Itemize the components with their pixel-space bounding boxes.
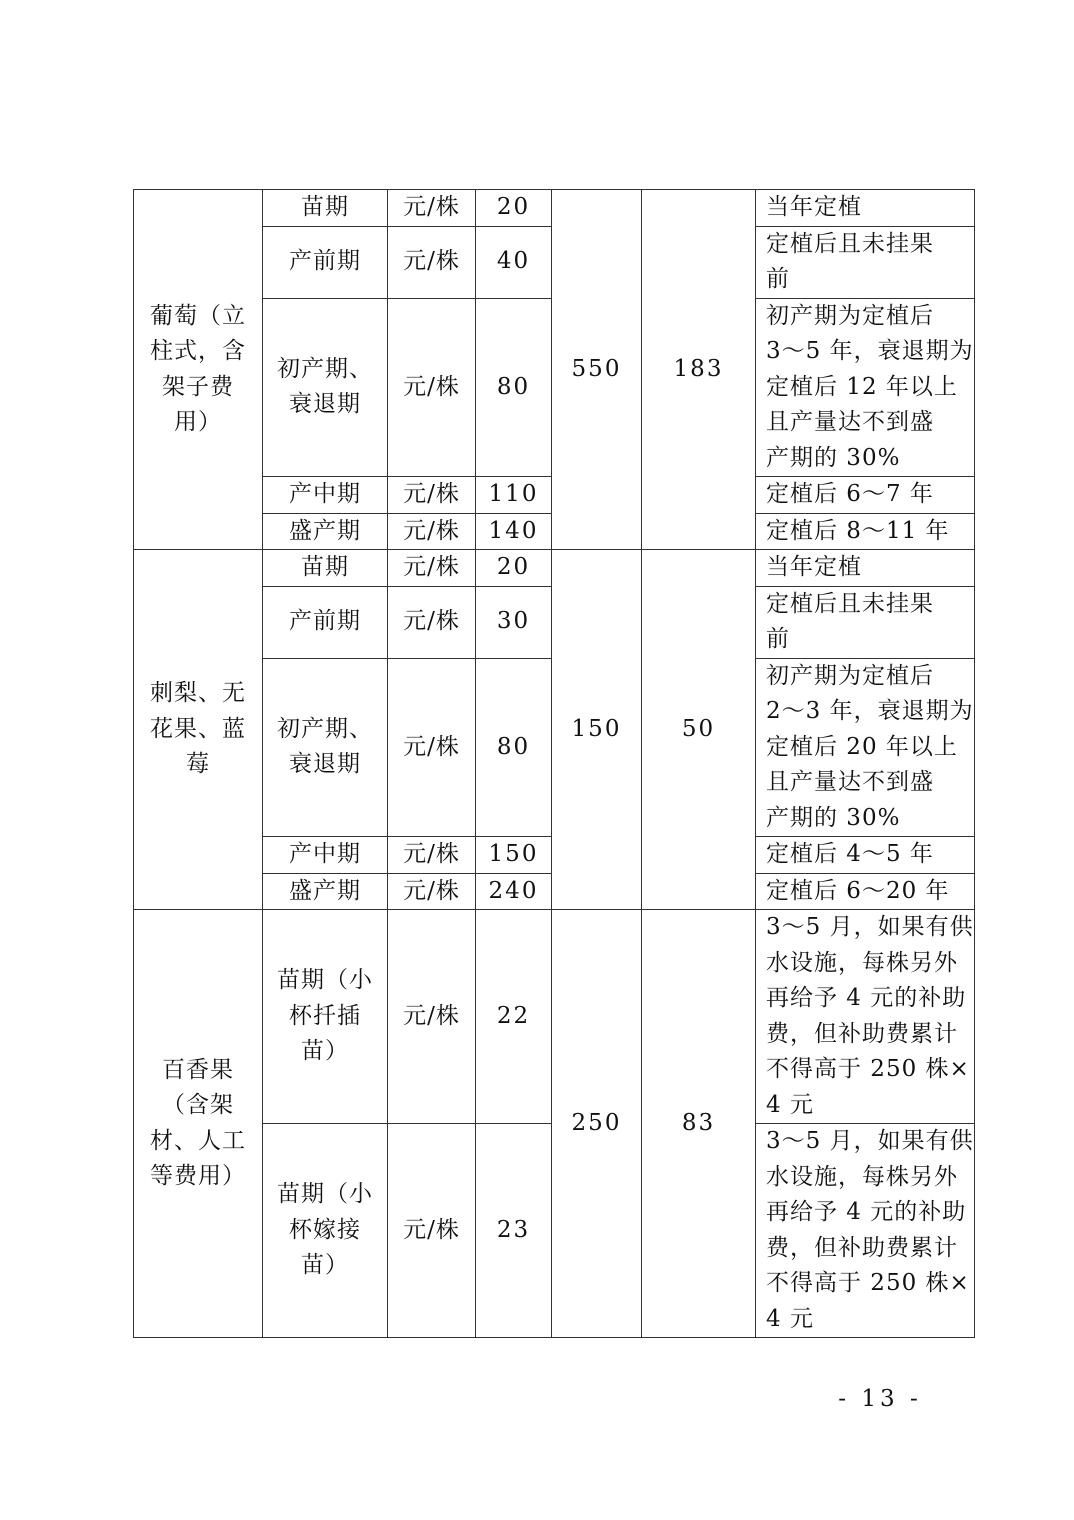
value-cell: 240 (476, 873, 552, 910)
total-cell: 550 (552, 190, 642, 550)
stage-cell: 产前期 (263, 226, 388, 298)
note-cell: 定植后 4～5 年 (756, 837, 975, 874)
unit-cell: 元/株 (388, 226, 476, 298)
value-cell: 40 (476, 226, 552, 298)
value-cell: 140 (476, 513, 552, 550)
value-cell: 80 (476, 658, 552, 837)
value-cell: 23 (476, 1124, 552, 1338)
note-cell: 定植后 6～20 年 (756, 873, 975, 910)
value-cell: 20 (476, 190, 552, 227)
per-mu-cell: 50 (642, 550, 756, 910)
crop-name: 刺梨、无 花果、蓝 莓 (134, 550, 263, 910)
note-cell: 3～5 月，如果有供 水设施，每株另外 再给予 4 元的补助 费，但补助费累计 不得高于 250 株× 4 元 (756, 910, 975, 1124)
value-cell: 150 (476, 837, 552, 874)
value-cell: 80 (476, 298, 552, 477)
stage-cell: 苗期 (263, 550, 388, 587)
total-cell: 250 (552, 910, 642, 1338)
subsidy-table (133, 189, 975, 1338)
stage-cell: 苗期（小 杯扦插 苗） (263, 910, 388, 1124)
value-cell: 30 (476, 586, 552, 658)
unit-cell: 元/株 (388, 837, 476, 874)
table-row (134, 190, 975, 227)
stage-cell: 产中期 (263, 477, 388, 514)
per-mu-cell: 183 (642, 190, 756, 550)
stage-cell: 苗期（小 杯嫁接 苗） (263, 1124, 388, 1338)
unit-cell: 元/株 (388, 298, 476, 477)
stage-cell: 苗期 (263, 190, 388, 227)
unit-cell: 元/株 (388, 1124, 476, 1338)
value-cell: 20 (476, 550, 552, 587)
stage-cell: 产前期 (263, 586, 388, 658)
note-cell: 定植后且未挂果 前 (756, 226, 975, 298)
note-cell: 3～5 月，如果有供 水设施，每株另外 再给予 4 元的补助 费，但补助费累计 不得高于 250 株× 4 元 (756, 1124, 975, 1338)
crop-name: 葡萄（立 柱式，含 架子费 用） (134, 190, 263, 550)
stage-cell: 盛产期 (263, 873, 388, 910)
note-cell: 当年定植 (756, 550, 975, 587)
stage-cell: 初产期、 衰退期 (263, 658, 388, 837)
unit-cell: 元/株 (388, 190, 476, 227)
unit-cell: 元/株 (388, 586, 476, 658)
note-cell: 定植后 6～7 年 (756, 477, 975, 514)
value-cell: 110 (476, 477, 552, 514)
note-cell: 初产期为定植后 2～3 年，衰退期为 定植后 20 年以上 且产量达不到盛 产期的 30% (756, 658, 975, 837)
page-number: - 13 - (838, 1386, 922, 1412)
stage-cell: 产中期 (263, 837, 388, 874)
unit-cell: 元/株 (388, 873, 476, 910)
note-cell: 定植后且未挂果 前 (756, 586, 975, 658)
table-row (134, 550, 975, 587)
crop-name: 百香果 （含架 材、人工 等费用） (134, 910, 263, 1338)
total-cell: 150 (552, 550, 642, 910)
note-cell: 定植后 8～11 年 (756, 513, 975, 550)
unit-cell: 元/株 (388, 658, 476, 837)
value-cell: 22 (476, 910, 552, 1124)
stage-cell: 盛产期 (263, 513, 388, 550)
unit-cell: 元/株 (388, 550, 476, 587)
per-mu-cell: 83 (642, 910, 756, 1338)
table-row (134, 910, 975, 1124)
unit-cell: 元/株 (388, 477, 476, 514)
unit-cell: 元/株 (388, 910, 476, 1124)
note-cell: 初产期为定植后 3～5 年，衰退期为 定植后 12 年以上 且产量达不到盛 产期的 30% (756, 298, 975, 477)
unit-cell: 元/株 (388, 513, 476, 550)
note-cell: 当年定植 (756, 190, 975, 227)
stage-cell: 初产期、 衰退期 (263, 298, 388, 477)
